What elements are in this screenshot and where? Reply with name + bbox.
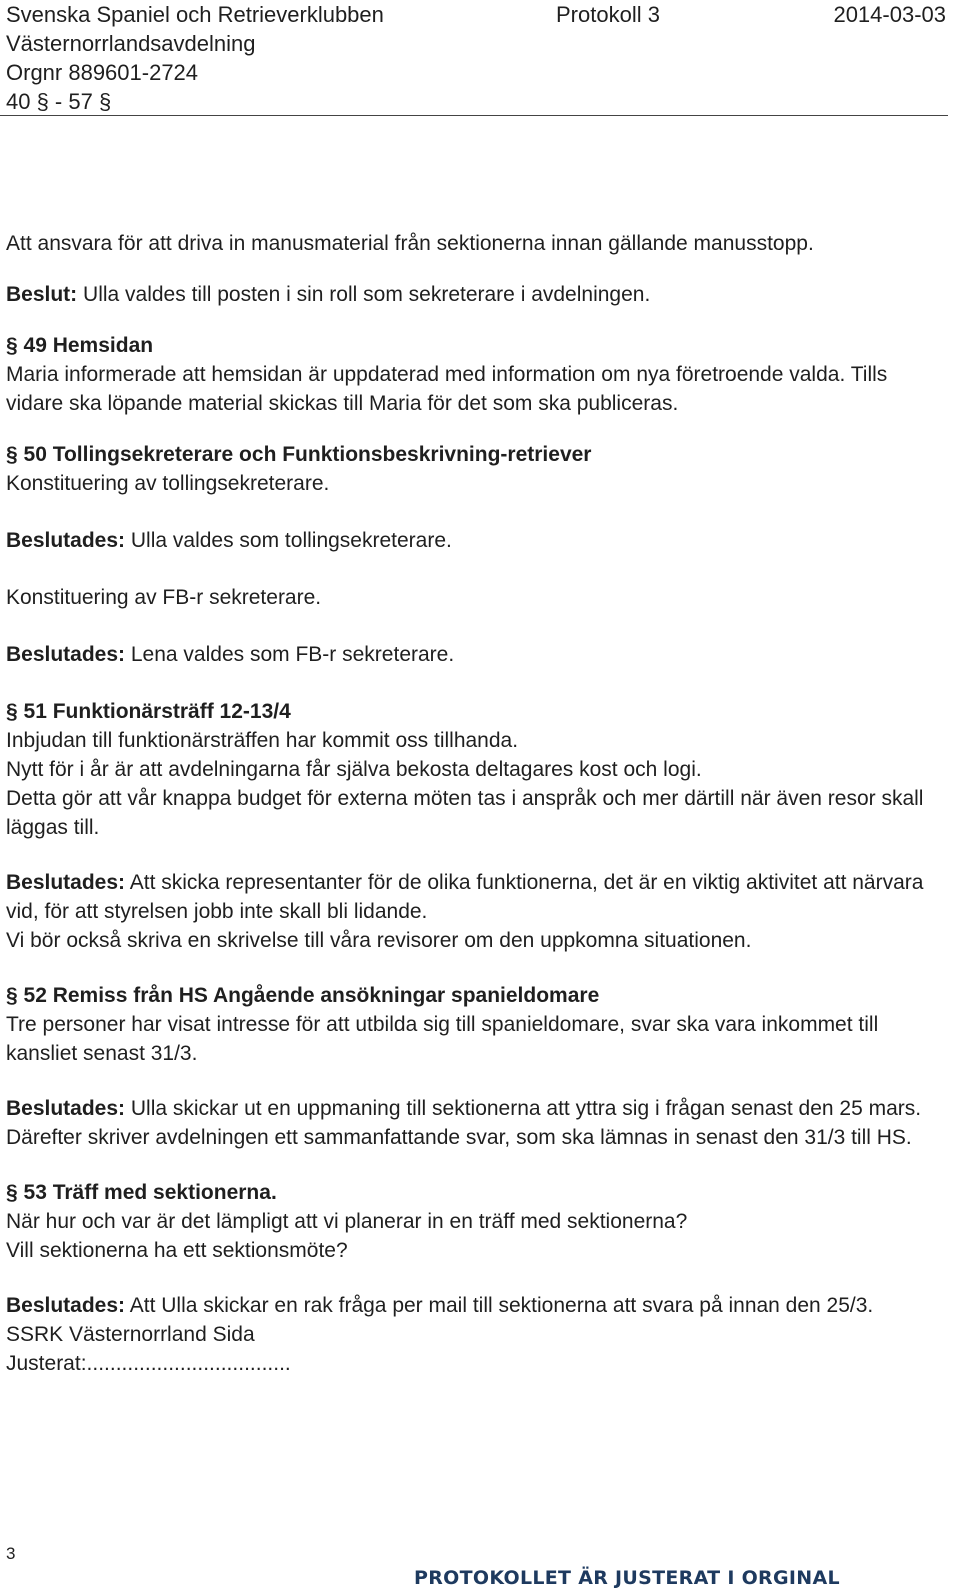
protocol-label: Protokoll 3 <box>556 2 660 27</box>
decision-label: Beslut: <box>6 283 78 306</box>
section-range: 40 § - 57 § <box>6 89 112 114</box>
paragraph: Inbjudan till funktionärsträffen har kommit oss tillhanda. <box>6 729 519 752</box>
club-name: Svenska Spaniel och Retrieverklubben <box>6 2 384 27</box>
paragraph: Konstituering av FB-r sekreterare. <box>6 586 322 609</box>
paragraph: Nytt för i år är att avdelningarna får själva bekosta deltagares kost och logi. <box>6 758 702 781</box>
paragraph: Vill sektionerna ha ett sektionsmöte? <box>6 1239 348 1262</box>
section-heading-51: § 51 Funktionärsträff 12-13/4 <box>6 700 291 723</box>
section-heading-52: § 52 Remiss från HS Angående ansökningar spanieldomare <box>6 984 600 1007</box>
section-heading-50: § 50 Tollingsekreterare och Funktionsbeskrivning-retriever <box>6 443 592 466</box>
decision-label: Beslutades: <box>6 643 126 666</box>
decision: Beslut: Ulla valdes till posten i sin roll som sekreterare i avdelningen. <box>6 283 651 306</box>
page-number: 3 <box>6 1544 16 1563</box>
decision-label: Beslutades: <box>6 1294 126 1317</box>
protocol-date: 2014-03-03 <box>833 2 946 27</box>
decision: Beslutades: Ulla skickar ut en uppmaning till sektionerna att yttra sig i frågan senast den 25 mars. Därefter skriver avdelningen ett sammanfattande svar, som ska lämnas in senast den 31/3 till HS. <box>6 1097 922 1149</box>
paragraph: Tre personer har visat intresse för att utbilda sig till spanieldomare, svar ska vara inkommet till kansliet senast 31/3. <box>6 1013 879 1065</box>
org-number: Orgnr 889601-2724 <box>6 60 199 85</box>
paragraph: Maria informerade att hemsidan är uppdaterad med information om nya företroende valda. Tills vidare ska löpande material skickas till Maria för det som ska publiceras. <box>6 363 888 415</box>
department-name: Västernorrlandsavdelning <box>6 31 256 56</box>
paragraph: Vi bör också skriva en skrivelse till våra revisorer om den uppkomna situationen. <box>6 929 752 952</box>
decision: Beslutades: Att skicka representanter för de olika funktionerna, det är en viktig aktivitet att närvara vid, för att styrelsen jobb inte skall bli lidande. <box>6 871 924 923</box>
paragraph: Att ansvara för att driva in manusmaterial från sektionerna innan gällande manusstopp. <box>6 232 814 255</box>
header-divider <box>0 115 948 116</box>
document-body <box>6 229 950 1378</box>
document-header <box>6 0 954 116</box>
justerat-line: Justerat:................................... <box>6 1352 291 1375</box>
decision: Beslutades: Att Ulla skickar en rak fråga per mail till sektionerna att svara på innan den 25/3. <box>6 1294 874 1317</box>
section-heading-49: § 49 Hemsidan <box>6 334 154 357</box>
paragraph: Konstituering av tollingsekreterare. <box>6 472 330 495</box>
paragraph: När hur och var är det lämpligt att vi planerar in en träff med sektionerna? <box>6 1210 688 1233</box>
decision-label: Beslutades: <box>6 871 126 894</box>
decision-label: Beslutades: <box>6 529 126 552</box>
decision: Beslutades: Ulla valdes som tollingsekreterare. <box>6 529 452 552</box>
footer-note: PROTOKOLLET ÄR JUSTERAT I ORGINAL <box>414 1567 840 1589</box>
header-row-1 <box>6 0 954 29</box>
paragraph: Detta gör att vår knappa budget för externa möten tas i anspråk och mer därtill när även resor skall läggas till. <box>6 787 924 839</box>
decision: Beslutades: Lena valdes som FB-r sekreterare. <box>6 643 455 666</box>
protocol-number: 3 <box>647 2 660 27</box>
signature-line: SSRK Västernorrland Sida <box>6 1323 255 1346</box>
decision-label: Beslutades: <box>6 1097 126 1120</box>
section-heading-53: § 53 Träff med sektionerna. <box>6 1181 277 1204</box>
